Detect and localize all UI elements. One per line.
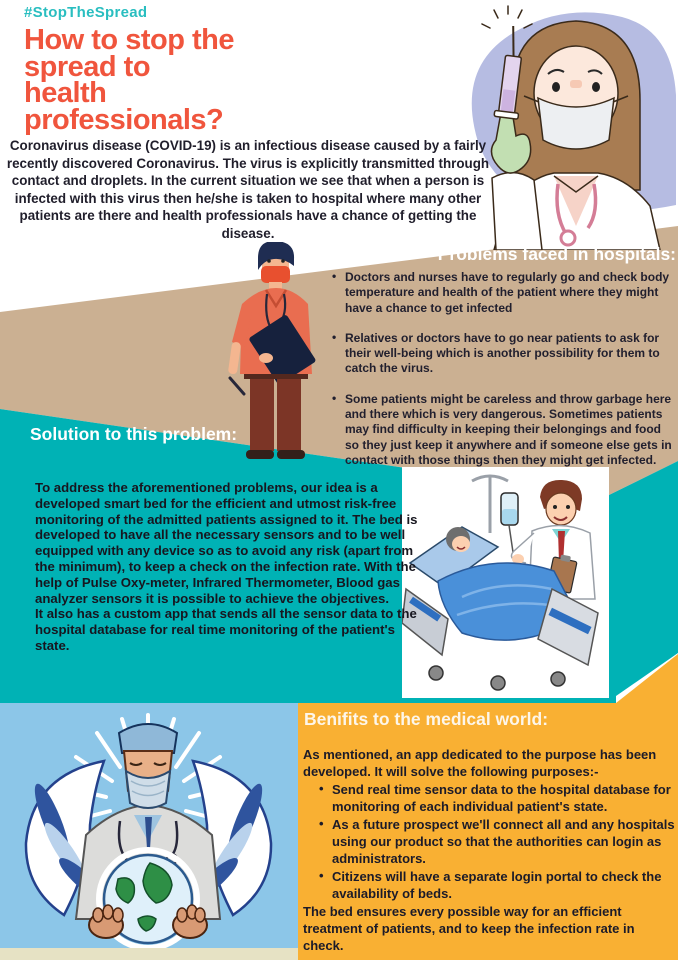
surgeon-figure xyxy=(76,724,220,948)
title-line: health xyxy=(24,77,107,109)
nurse-mask xyxy=(261,266,290,283)
benefits-intro: As mentioned, an app dedicated to the purpose has been developed. It will solve the following purposes:- xyxy=(303,747,657,780)
eye-left xyxy=(552,82,560,92)
benefits-outro: The bed ensures every possible way for an efficient treatment of patients, and to keep the infection rate in check. xyxy=(303,903,635,954)
hand-right xyxy=(173,905,207,938)
hashtag: #StopTheSpread xyxy=(24,4,148,21)
page-title xyxy=(24,24,234,136)
nurse-eye-right xyxy=(281,259,285,263)
hand-left xyxy=(89,905,123,938)
smart-bed-card xyxy=(402,467,609,698)
right-hand xyxy=(259,353,273,363)
pen-icon xyxy=(230,378,244,394)
eye-right xyxy=(592,82,600,92)
benefits-list xyxy=(303,781,677,903)
nose xyxy=(570,80,582,88)
beige-strip xyxy=(0,948,298,960)
smart-bed-illustration xyxy=(402,467,609,698)
benefit-item: • Citizens will have a separate login portal to check the availability of beds. xyxy=(319,868,677,903)
solution-heading: Solution to this problem: xyxy=(30,424,238,444)
problems-heading: Problems faced in hospitals: xyxy=(437,244,676,264)
benefits-block xyxy=(303,746,677,955)
left-forearm xyxy=(228,342,241,375)
intro-paragraph: Coronavirus disease (COVID-19) is an infectious disease caused by a fairly recently discovered Coronavirus. The virus is explicitly transmitted through contact and droplets. In the current situation we see that when a person is infected with this virus then he/she is taken to hospital where many other patients are there and health professionals have a chance of getting the disease. xyxy=(6,138,490,241)
title-line: How to stop the xyxy=(24,24,234,56)
solution-paragraph: To address the aforementioned problems, our idea is a developed smart bed for the efficient and utmost risk-free monitoring of the admitted patients assigned to it. The bed is developed to have all the necessary sensors and to be well equipped with any device so as to avoid any risk (apart from the minimum), to keep a check on the infection rate. With the help of Pulse Oxy-meter, Infrared Thermometer, Blood gas analyzer sensors it is possible to achieve the objectives. xyxy=(35,480,418,606)
coat-sleeve xyxy=(492,172,542,250)
benefit-item: • Send real time sensor data to the hospital database for monitoring of each individual patient's state. xyxy=(319,781,677,816)
pant-leg-left xyxy=(250,379,274,451)
problems-list xyxy=(331,270,675,483)
title-line: professionals? xyxy=(24,103,224,136)
syringe-sparkles xyxy=(482,6,532,28)
nurse-eye-left xyxy=(267,259,271,263)
surgical-cap xyxy=(119,724,177,753)
pant-leg-right xyxy=(277,379,301,451)
problem-item: • Relatives or doctors have to go near patients to ask for their well-being which is another possibility for them to catch the virus. xyxy=(331,331,675,377)
solution-paragraph: It also has a custom app that sends all the sensor data to the hospital database for real time monitoring of the patient's state. xyxy=(35,606,417,653)
problem-item: • Some patients might be careless and throw garbage here and there which is very dangerous. Sometimes patients may find difficulty in keeping their belongings and food so they just keep it anywhere and if someone else gets in contact with those things then they might get infected. xyxy=(331,392,675,468)
benefit-item: • As a future prospect we'll connect all and any hospitals using our product so that the authorities can login as administrators. xyxy=(319,816,677,868)
title-line: spread to xyxy=(24,50,151,83)
belt xyxy=(244,374,308,379)
benefits-heading: Benifits to the medical world: xyxy=(304,709,549,729)
shoe-left xyxy=(246,450,274,459)
solution-paragraphs xyxy=(35,480,421,654)
shoe-right xyxy=(277,450,305,459)
winged-surgeon-illustration xyxy=(0,703,297,948)
stethoscope-chestpiece xyxy=(561,231,575,245)
problem-item: • Doctors and nurses have to regularly go and check body temperature and health of the patient where they might have a chance to get infected xyxy=(331,270,675,316)
